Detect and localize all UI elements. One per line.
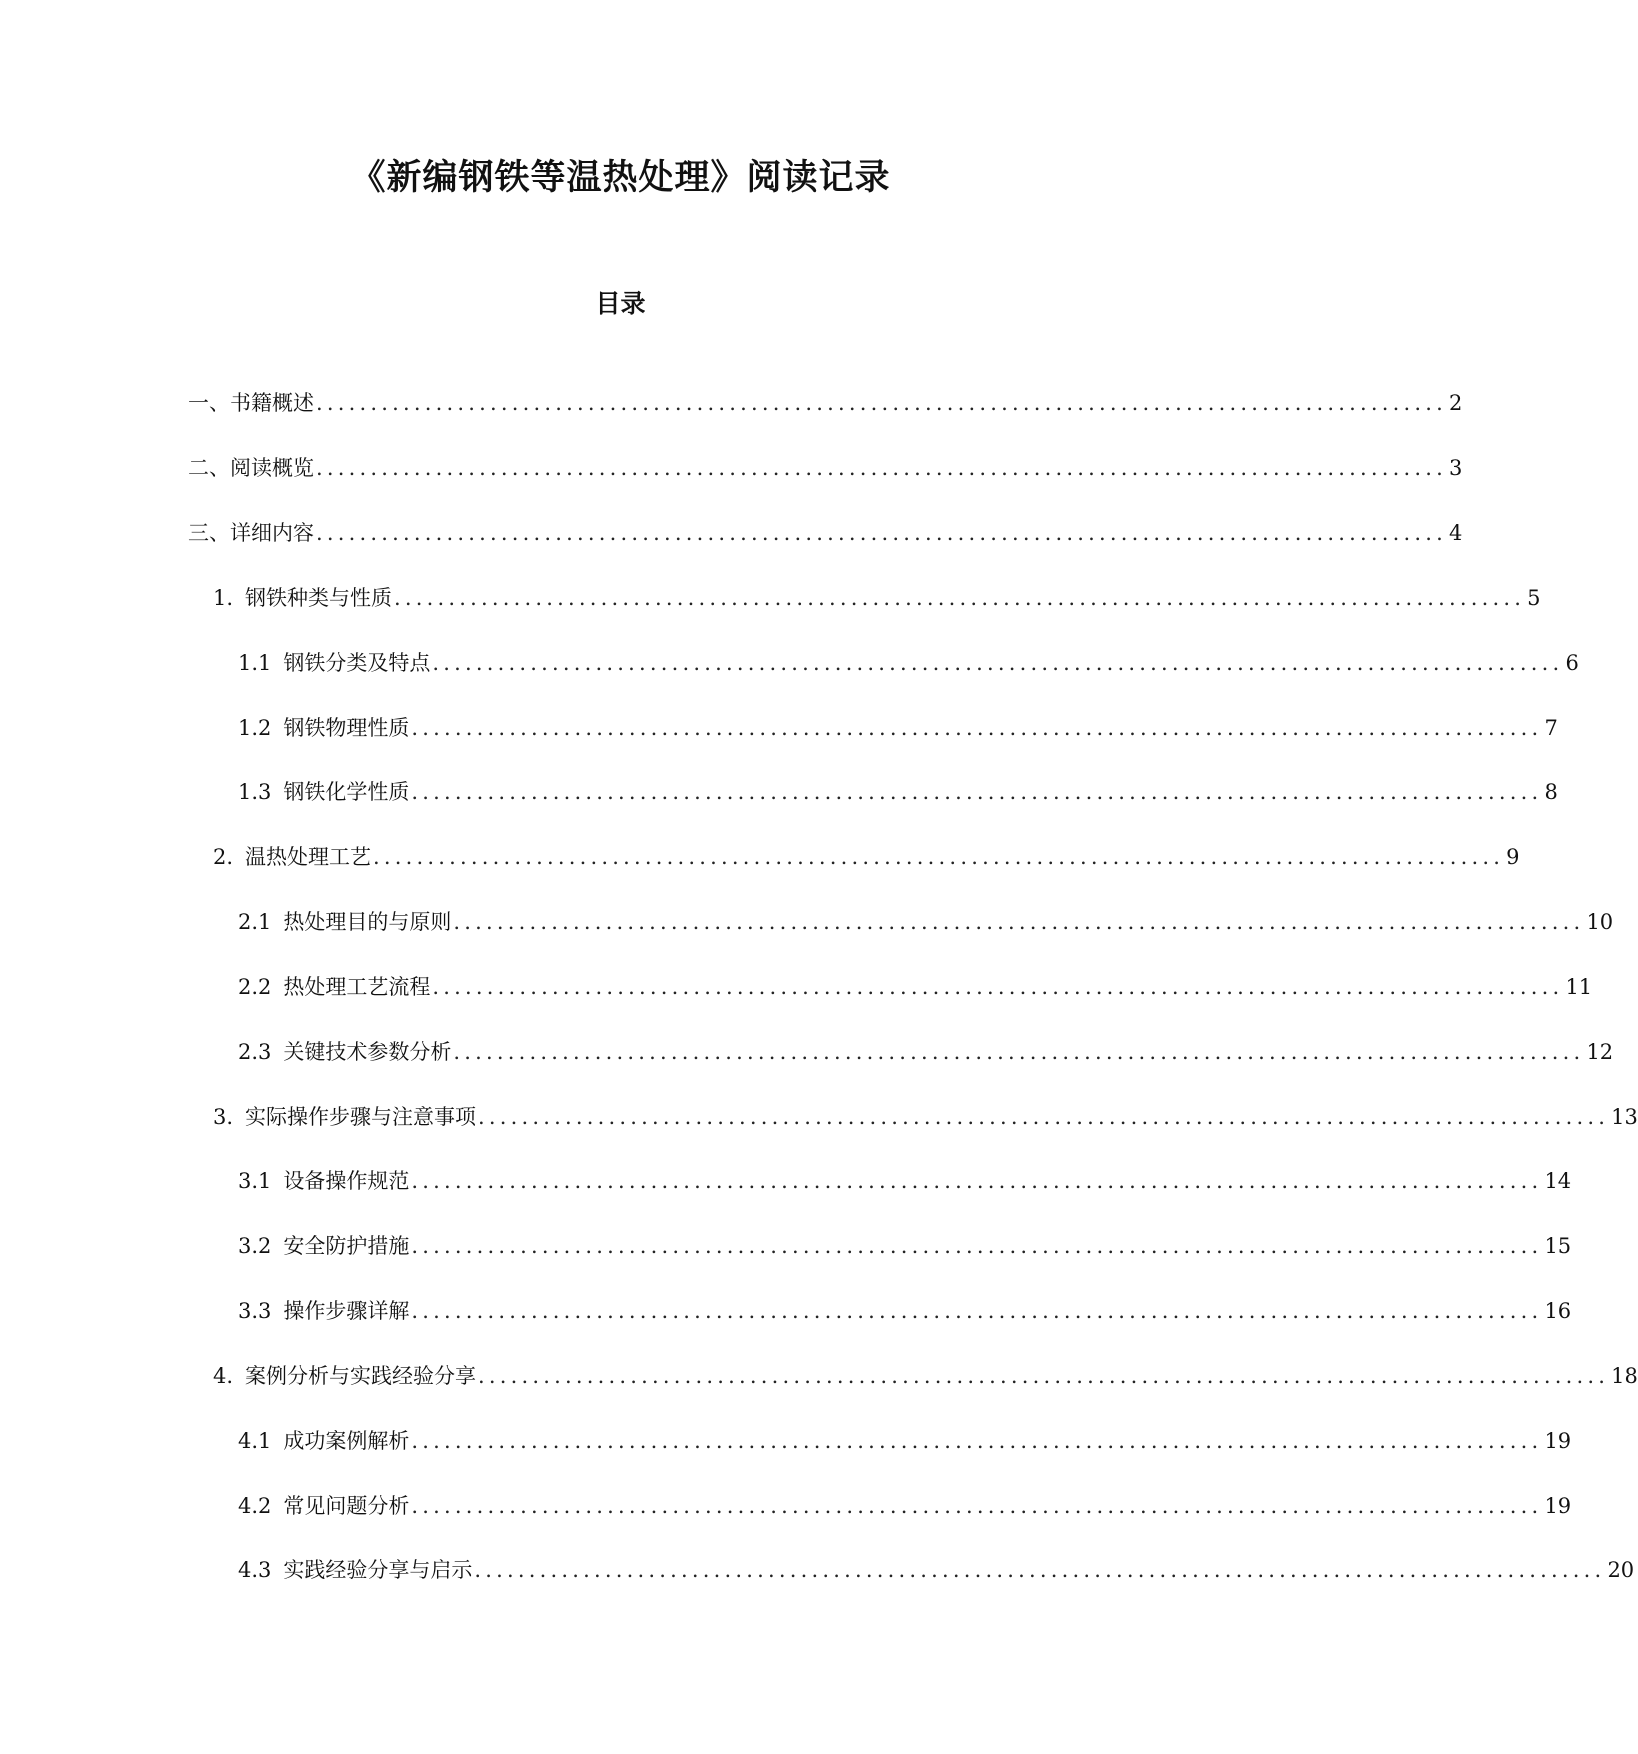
toc-entry-text: 钢铁物理性质 bbox=[283, 716, 410, 740]
toc-dot-leader: ........................................................................................................ bbox=[453, 910, 1585, 934]
toc-entry-number: 3.3 bbox=[238, 1299, 272, 1323]
toc-dot-leader: ........................................................................................................ bbox=[432, 651, 1564, 675]
toc-page-number: 13 bbox=[1611, 1105, 1638, 1129]
toc-page-number: 2 bbox=[1449, 391, 1463, 415]
toc-dot-leader: ........................................................................................................ bbox=[411, 780, 1543, 804]
document-title: 《新编钢铁等温热处理》阅读记录 bbox=[350, 158, 891, 198]
toc-entry-text: 钢铁分类及特点 bbox=[283, 651, 431, 675]
toc-dot-leader: ........................................................................................................ bbox=[474, 1558, 1606, 1582]
toc-entry-number: 3.1 bbox=[238, 1169, 272, 1193]
toc-entry-text: 热处理工艺流程 bbox=[283, 975, 431, 999]
toc-entry-number: 1. bbox=[213, 586, 234, 610]
toc-entry-text: 操作步骤详解 bbox=[283, 1299, 410, 1323]
toc-entry-section-1-2[interactable] bbox=[238, 713, 1558, 743]
toc-page-number: 12 bbox=[1586, 1040, 1614, 1064]
toc-page-number: 11 bbox=[1565, 975, 1593, 999]
toc-dot-leader: ........................................................................................................ bbox=[411, 716, 1543, 740]
toc-entry-text: 一、书籍概述 bbox=[188, 391, 314, 415]
toc-entry-section-1-3[interactable] bbox=[238, 777, 1558, 807]
toc-entry-text: 温热处理工艺 bbox=[245, 845, 372, 869]
toc-dot-leader: ........................................................................................................ bbox=[478, 1364, 1610, 1388]
toc-entry-section-2-3[interactable] bbox=[238, 1037, 1614, 1067]
toc-entry-reading-summary[interactable] bbox=[188, 453, 1463, 483]
toc-entry-text: 钢铁种类与性质 bbox=[245, 586, 393, 610]
toc-entry-section-2-2[interactable] bbox=[238, 972, 1593, 1002]
toc-page-number: 19 bbox=[1544, 1494, 1572, 1518]
toc-entry-details[interactable] bbox=[188, 518, 1463, 548]
toc-entry-number: 2.2 bbox=[238, 975, 272, 999]
toc-entry-section-3-1[interactable] bbox=[238, 1166, 1572, 1196]
toc-dot-leader: ........................................................................................................ bbox=[316, 456, 1448, 480]
toc-entry-section-3-3[interactable] bbox=[238, 1296, 1572, 1326]
toc-dot-leader: ........................................................................................................ bbox=[316, 521, 1448, 545]
toc-entry-number: 1.3 bbox=[238, 780, 272, 804]
toc-entry-number: 4. bbox=[213, 1364, 234, 1388]
toc-entry-text: 二、阅读概览 bbox=[188, 456, 314, 480]
toc-entry-number: 1.2 bbox=[238, 716, 272, 740]
toc-entry-number: 4.1 bbox=[238, 1429, 272, 1453]
toc-page-number: 9 bbox=[1506, 845, 1520, 869]
toc-page-number: 4 bbox=[1449, 521, 1463, 545]
toc-entry-number: 4.3 bbox=[238, 1558, 272, 1582]
toc-entry-text: 实践经验分享与启示 bbox=[283, 1558, 473, 1582]
toc-entry-text: 成功案例解析 bbox=[283, 1429, 410, 1453]
toc-heading: 目录 bbox=[595, 289, 646, 318]
toc-entry-section-1[interactable] bbox=[213, 583, 1541, 613]
toc-entry-section-4-3[interactable] bbox=[238, 1555, 1635, 1585]
toc-dot-leader: ........................................................................................................ bbox=[373, 845, 1505, 869]
toc-dot-leader: ........................................................................................................ bbox=[411, 1299, 1543, 1323]
toc-page-number: 8 bbox=[1544, 780, 1558, 804]
toc-page-number: 16 bbox=[1544, 1299, 1572, 1323]
toc-page-number: 3 bbox=[1449, 456, 1463, 480]
toc-entry-number: 3.2 bbox=[238, 1234, 272, 1258]
toc-entry-number: 1.1 bbox=[238, 651, 272, 675]
toc-page-number: 7 bbox=[1544, 716, 1558, 740]
toc-dot-leader: ........................................................................................................ bbox=[411, 1494, 1543, 1518]
toc-dot-leader: ........................................................................................................ bbox=[478, 1105, 1610, 1129]
toc-dot-leader: ........................................................................................................ bbox=[394, 586, 1526, 610]
toc-page-number: 20 bbox=[1607, 1558, 1635, 1582]
toc-entry-text: 关键技术参数分析 bbox=[283, 1040, 452, 1064]
toc-entry-text: 热处理目的与原则 bbox=[283, 910, 452, 934]
toc-entry-number: 2. bbox=[213, 845, 234, 869]
toc-entry-text: 设备操作规范 bbox=[283, 1169, 410, 1193]
toc-page-number: 15 bbox=[1544, 1234, 1572, 1258]
toc-page-number: 14 bbox=[1544, 1169, 1572, 1193]
toc-dot-leader: ........................................................................................................ bbox=[316, 391, 1448, 415]
toc-entry-text: 实际操作步骤与注意事项 bbox=[245, 1105, 477, 1129]
toc-entry-section-4-1[interactable] bbox=[238, 1426, 1572, 1456]
toc-page-number: 10 bbox=[1586, 910, 1614, 934]
toc-entry-text: 案例分析与实践经验分享 bbox=[245, 1364, 477, 1388]
toc-dot-leader: ........................................................................................................ bbox=[411, 1429, 1543, 1453]
toc-entry-section-2[interactable] bbox=[213, 842, 1520, 872]
toc-entry-number: 4.2 bbox=[238, 1494, 272, 1518]
toc-entry-number: 2.1 bbox=[238, 910, 272, 934]
toc-entry-section-2-1[interactable] bbox=[238, 907, 1614, 937]
toc-dot-leader: ........................................................................................................ bbox=[411, 1234, 1543, 1258]
toc-entry-text: 三、详细内容 bbox=[188, 521, 314, 545]
toc-dot-leader: ........................................................................................................ bbox=[411, 1169, 1543, 1193]
toc-entry-section-4-2[interactable] bbox=[238, 1491, 1572, 1521]
toc-entry-text: 钢铁化学性质 bbox=[283, 780, 410, 804]
toc-dot-leader: ........................................................................................................ bbox=[432, 975, 1564, 999]
toc-entry-section-4[interactable] bbox=[213, 1361, 1638, 1391]
toc-dot-leader: ........................................................................................................ bbox=[453, 1040, 1585, 1064]
toc-entry-section-3-2[interactable] bbox=[238, 1231, 1572, 1261]
toc-page-number: 19 bbox=[1544, 1429, 1572, 1453]
toc-entry-overview[interactable] bbox=[188, 388, 1463, 418]
toc-entry-text: 常见问题分析 bbox=[283, 1494, 410, 1518]
toc-entry-number: 2.3 bbox=[238, 1040, 272, 1064]
toc-page-number: 6 bbox=[1565, 651, 1579, 675]
toc-page-number: 5 bbox=[1527, 586, 1541, 610]
toc-entry-number: 3. bbox=[213, 1105, 234, 1129]
toc-entry-section-1-1[interactable] bbox=[238, 648, 1579, 678]
toc-entry-text: 安全防护措施 bbox=[283, 1234, 410, 1258]
toc-entry-section-3[interactable] bbox=[213, 1102, 1638, 1132]
toc-page-number: 18 bbox=[1611, 1364, 1638, 1388]
